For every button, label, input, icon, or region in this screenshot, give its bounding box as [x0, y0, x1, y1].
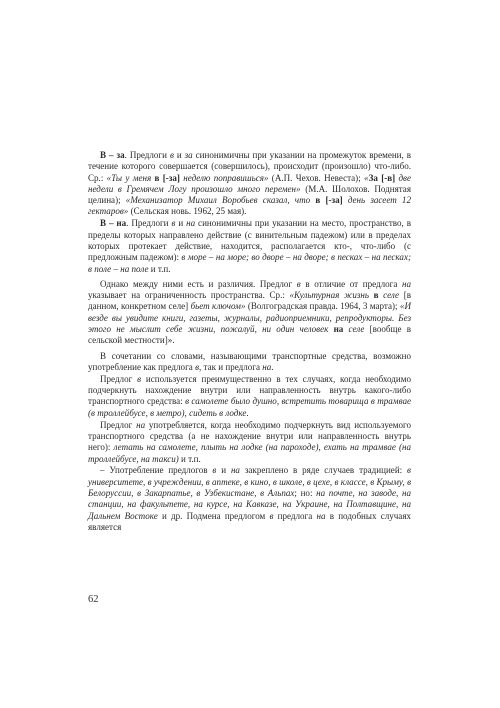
italic-run: селе [343, 324, 365, 335]
italic-run: в море – на море; во дворе – на дворе; в песках – на песках; в поле – на поле [88, 252, 411, 274]
text-run: В сочетании со словами, называющими транспортные средства, возможно употребление как предлога [88, 350, 411, 372]
text-run: Однако между ними есть и различия. Предлог [100, 278, 297, 289]
text-run: в отличие от предлога [300, 278, 402, 289]
bold-run: в [-за] [154, 172, 180, 183]
italic-run: на [316, 510, 326, 521]
italic-run: в [212, 465, 217, 476]
italic-run: «Ты у меня [106, 172, 155, 183]
page-number: 62 [88, 594, 99, 605]
text-run: употребляется, когда необходимо подчеркнуть вид используемого транспортного средства (а не нахождение внутри или направленность внутрь него): [88, 419, 411, 453]
bold-run: За [-в] [368, 172, 396, 183]
italic-run: в университете, в учреждении, в аптеке, в кино, в школе, в цехе, в классе, в Крыму, в Белоруссии, в Закарпатье, в Узбекистане, в Альпах [88, 465, 411, 498]
bold-run: в [373, 290, 379, 301]
text-run: ; но: [294, 487, 317, 498]
text-run: и др. Подмена предлогом [157, 510, 270, 521]
paragraph-tradition [88, 465, 411, 533]
italic-run: две недели в Гремячем Логу произошло много перемен» [88, 172, 411, 194]
italic-run: «Культурная жизнь [289, 290, 374, 301]
text-run: предлога [273, 510, 317, 521]
italic-run: в [137, 373, 142, 384]
text-run: и [173, 150, 185, 160]
text-run: . [246, 407, 249, 418]
text-run: в подобных случаях является [88, 510, 411, 532]
bold-run: на [333, 324, 344, 335]
italic-run: за [184, 150, 193, 160]
text-run: . [271, 361, 274, 372]
text-run: и т.п. [178, 453, 201, 464]
italic-run: селе [378, 290, 400, 301]
text-run: (А.П. Чехов. Невеста); [268, 172, 365, 183]
text-run: и [216, 465, 231, 476]
italic-run: в [171, 218, 176, 229]
italic-run: на [401, 278, 411, 289]
italic-run: в [195, 361, 199, 372]
text-run: (Волгоградская правда. 1964, 3 марта); [245, 301, 400, 312]
text-run: Предлог [100, 373, 138, 384]
paragraph-v-za [88, 150, 411, 218]
italic-run: неделю поправишься» [179, 172, 269, 183]
italic-run: летать на самолете, плыть на лодке (на пароходе), ехать на трамвае (на троллейбусе, на такси) [88, 442, 411, 464]
paragraph-v-na [88, 218, 411, 274]
text-run: – Употребление предлогов [100, 465, 213, 476]
bold-run: в [-за] [315, 195, 343, 206]
text-run: . Предлоги [124, 150, 170, 160]
italic-run: в [296, 278, 301, 289]
italic-run: «И везде вы увидите книги, газеты, журналы, радиоприемники, репродукторы. Без этого не мыслит себе жизни, пожалуй, ни один человек [88, 301, 411, 335]
italic-run: день засеет 12 гектаров» [88, 195, 411, 217]
text-run: и т.п. [148, 263, 171, 274]
text-run: [в данном, конкретном селе] [88, 290, 411, 312]
italic-run: в [169, 150, 174, 160]
italic-run: на [186, 218, 196, 229]
italic-run: « [364, 172, 369, 183]
italic-run: в [269, 510, 274, 521]
paragraph-transport-intro [88, 351, 411, 374]
text-run: и [175, 218, 187, 229]
italic-run: на почте, на заводе, на станции, на факультете, на курсе, на Кавказе, на Украине, на Полтавщине, на Дальнем Востоке [88, 487, 412, 521]
body-text [88, 150, 411, 534]
italic-run: на [230, 465, 240, 476]
text-run: синонимичны при указании на место, пространство, в пределы которых направлено действие (с винительным падежом) или в пределах которых протекает действие, находится, располагается кто-, что-либо (с предложным падежом): [88, 218, 411, 263]
paragraph-preposition-v [88, 374, 411, 419]
italic-run: «Механизатор Михаил Воробьев сказал, что [125, 195, 316, 206]
bold-run: В – за [100, 150, 125, 160]
italic-run: бьет ключом» [190, 301, 246, 312]
text-run: (М.А. Шолохов. Поднятая целина); [88, 183, 411, 206]
italic-run: на [262, 361, 272, 372]
italic-run: в самолете было душно, встретить товарища в трамвае (в троллейбусе, в метро), сидеть в лодке [88, 396, 411, 418]
bold-run: В – на [100, 218, 127, 229]
text-run: [вообще в сельской местности]». [88, 324, 411, 346]
text-run: (Сельская новь. 1962, 25 мая). [128, 206, 247, 217]
text-run: закреплено в ряде случаев традицией: [239, 465, 408, 476]
text-run: , так и предлога [199, 361, 263, 372]
paragraph-preposition-na [88, 420, 411, 465]
italic-run: на [136, 419, 146, 430]
paragraph-differences [88, 279, 411, 347]
text-run: Предлог [100, 419, 137, 430]
text-run: . Предлоги [126, 218, 172, 229]
text-run: используется преимущественно в тех случаях, когда необходимо подчеркнуть нахождение внутри или направленность внутрь какого-либо транспортного средства: [88, 373, 411, 407]
text-run: синонимичны при указании на промежуток времени, в течение которого совершается (совершилось), происходит (произошло) что-либо. Ср.: [88, 150, 411, 183]
text-run: указывает на ограниченность пространства. Ср.: [88, 290, 290, 301]
